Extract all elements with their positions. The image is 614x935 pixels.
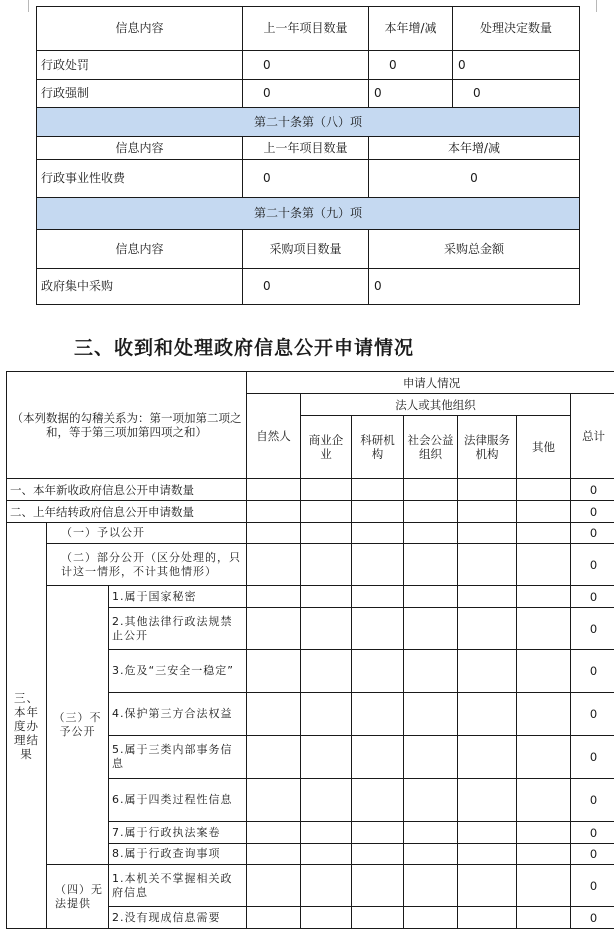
empty-cell: [352, 865, 404, 907]
cell-delta: 0: [369, 160, 580, 198]
table-row: [37, 160, 580, 198]
empty-cell: [517, 907, 571, 929]
row-label: 1.本机关不掌握相关政府信息: [109, 865, 247, 907]
row-label: 行政处罚: [37, 51, 243, 80]
row-total: 0: [571, 501, 614, 523]
empty-cell: [301, 544, 352, 586]
cell-delta: 0: [369, 80, 453, 108]
empty-cell: [352, 693, 404, 736]
empty-cell: [247, 736, 301, 779]
result-group-label: 三、本年度办理结果: [7, 523, 47, 929]
org-type-header: 商业企业: [301, 416, 352, 479]
empty-cell: [352, 844, 404, 865]
row-total: 0: [571, 544, 614, 586]
row-label: 一、本年新收政府信息公开申请数量: [7, 479, 247, 501]
header-purchase-amount: 采购总金额: [369, 230, 580, 269]
empty-cell: [404, 844, 458, 865]
empty-cell: [301, 650, 352, 693]
cell-decision: 0: [453, 51, 580, 80]
empty-cell: [517, 736, 571, 779]
crop-mark-top-right: [596, 0, 609, 12]
empty-cell: [517, 479, 571, 501]
row-label: 6.属于四类过程性信息: [109, 779, 247, 822]
empty-cell: [247, 907, 301, 929]
empty-cell: [517, 501, 571, 523]
empty-cell: [352, 907, 404, 929]
row-total: 0: [571, 844, 614, 865]
empty-cell: [458, 479, 517, 501]
empty-cell: [404, 693, 458, 736]
total-header: 总计: [571, 394, 614, 479]
header-delta: 本年增/减: [369, 7, 453, 51]
table-row: [7, 544, 614, 586]
row-label: 5.属于三类内部事务信息: [109, 736, 247, 779]
org-type-header: 其他: [517, 416, 571, 479]
row-total: 0: [571, 822, 614, 844]
header-decision-count: 处理决定数量: [453, 7, 580, 51]
empty-cell: [517, 523, 571, 544]
row-label: 行政强制: [37, 80, 243, 108]
table-row: [7, 501, 614, 523]
empty-cell: [458, 693, 517, 736]
row-total: 0: [571, 650, 614, 693]
row-label: 二、上年结转政府信息公开申请数量: [7, 501, 247, 523]
empty-cell: [352, 501, 404, 523]
table-row: [7, 865, 614, 907]
legal-org-header: 法人或其他组织: [301, 394, 571, 416]
empty-cell: [301, 822, 352, 844]
header-info-content: 信息内容: [37, 137, 243, 160]
table-row: [7, 586, 614, 608]
empty-cell: [458, 844, 517, 865]
empty-cell: [458, 650, 517, 693]
row-label: 7.属于行政执法案卷: [109, 822, 247, 844]
not-public-label: （三）不予公开: [47, 586, 109, 865]
row-total: 0: [571, 479, 614, 501]
empty-cell: [517, 693, 571, 736]
empty-cell: [301, 907, 352, 929]
empty-cell: [404, 736, 458, 779]
row-total: 0: [571, 779, 614, 822]
empty-cell: [247, 822, 301, 844]
row-label: （一）予以公开: [47, 523, 247, 544]
cell-decision: 0: [453, 80, 580, 108]
header-info-content: 信息内容: [37, 7, 243, 51]
empty-cell: [404, 779, 458, 822]
empty-cell: [301, 844, 352, 865]
empty-cell: [352, 479, 404, 501]
empty-cell: [404, 501, 458, 523]
table-note: （本列数据的勾稽关系为：第一项加第二项之和，等于第三项加第四项之和）: [7, 372, 247, 479]
header-info-content: 信息内容: [37, 230, 243, 269]
empty-cell: [301, 479, 352, 501]
natural-person-header: 自然人: [247, 394, 301, 479]
row-total: 0: [571, 865, 614, 907]
empty-cell: [517, 544, 571, 586]
empty-cell: [247, 650, 301, 693]
empty-cell: [458, 501, 517, 523]
empty-cell: [404, 650, 458, 693]
section-title-9: 第二十条第（九）项: [37, 198, 580, 230]
empty-cell: [301, 693, 352, 736]
row-total: 0: [571, 523, 614, 544]
empty-cell: [458, 586, 517, 608]
empty-cell: [517, 865, 571, 907]
empty-cell: [404, 544, 458, 586]
empty-cell: [458, 779, 517, 822]
row-label: 4.保护第三方合法权益: [109, 693, 247, 736]
empty-cell: [352, 544, 404, 586]
cell-purchase-count: 0: [243, 269, 369, 305]
cell-delta: 0: [369, 51, 453, 80]
org-type-header: 科研机构: [352, 416, 404, 479]
row-label: 2.没有现成信息需要: [109, 907, 247, 929]
empty-cell: [247, 865, 301, 907]
empty-cell: [458, 608, 517, 650]
cell-prev: 0: [243, 51, 369, 80]
row-label: 行政事业性收费: [37, 160, 243, 198]
applicant-header: 申请人情况: [247, 372, 614, 394]
disclosure-table-upper: [36, 6, 580, 305]
empty-cell: [458, 822, 517, 844]
header-prev-count: 上一年项目数量: [243, 7, 369, 51]
empty-cell: [301, 865, 352, 907]
row-total: 0: [571, 907, 614, 929]
header-purchase-count: 采购项目数量: [243, 230, 369, 269]
row-label: 2.其他法律行政法规禁止公开: [109, 608, 247, 650]
header-delta: 本年增/减: [369, 137, 580, 160]
row-label: 政府集中采购: [37, 269, 243, 305]
row-total: 0: [571, 586, 614, 608]
empty-cell: [517, 650, 571, 693]
empty-cell: [458, 523, 517, 544]
empty-cell: [247, 608, 301, 650]
org-type-header: 法律服务机构: [458, 416, 517, 479]
empty-cell: [352, 650, 404, 693]
empty-cell: [247, 844, 301, 865]
row-total: 0: [571, 693, 614, 736]
row-total: 0: [571, 736, 614, 779]
empty-cell: [352, 736, 404, 779]
empty-cell: [458, 865, 517, 907]
table-row: [37, 269, 580, 305]
empty-cell: [458, 736, 517, 779]
unable-label: （四）无法提供: [47, 865, 109, 929]
org-type-header: 社会公益组织: [404, 416, 458, 479]
empty-cell: [404, 865, 458, 907]
table-row: [7, 523, 614, 544]
empty-cell: [301, 608, 352, 650]
row-label: （二）部分公开（区分处理的，只计这一情形，不计其他情形）: [47, 544, 247, 586]
empty-cell: [301, 736, 352, 779]
empty-cell: [404, 608, 458, 650]
row-total: 0: [571, 608, 614, 650]
empty-cell: [458, 907, 517, 929]
cell-purchase-amount: 0: [369, 269, 580, 305]
empty-cell: [404, 907, 458, 929]
empty-cell: [517, 822, 571, 844]
empty-cell: [517, 844, 571, 865]
empty-cell: [352, 822, 404, 844]
table-row: [7, 479, 614, 501]
empty-cell: [301, 523, 352, 544]
table-row: [37, 51, 580, 80]
empty-cell: [404, 479, 458, 501]
empty-cell: [301, 501, 352, 523]
empty-cell: [352, 523, 404, 544]
empty-cell: [247, 501, 301, 523]
empty-cell: [247, 523, 301, 544]
row-label: 8.属于行政查询事项: [109, 844, 247, 865]
empty-cell: [247, 479, 301, 501]
application-table: [6, 371, 614, 929]
empty-cell: [458, 544, 517, 586]
empty-cell: [404, 822, 458, 844]
section-heading: 三、收到和处理政府信息公开申请情况: [74, 337, 415, 359]
header-prev-count: 上一年项目数量: [243, 137, 369, 160]
empty-cell: [517, 779, 571, 822]
empty-cell: [352, 586, 404, 608]
section-title-8: 第二十条第（八）项: [37, 108, 580, 137]
empty-cell: [247, 544, 301, 586]
row-label: 1.属于国家秘密: [109, 586, 247, 608]
empty-cell: [301, 779, 352, 822]
crop-mark-top-left: [16, 0, 29, 12]
empty-cell: [247, 586, 301, 608]
empty-cell: [301, 586, 352, 608]
empty-cell: [404, 586, 458, 608]
empty-cell: [352, 608, 404, 650]
table-row: [37, 80, 580, 108]
cell-prev: 0: [243, 80, 369, 108]
row-label: 3.危及“三安全一稳定”: [109, 650, 247, 693]
empty-cell: [517, 586, 571, 608]
empty-cell: [352, 779, 404, 822]
empty-cell: [247, 693, 301, 736]
empty-cell: [247, 779, 301, 822]
cell-prev: 0: [243, 160, 369, 198]
empty-cell: [404, 523, 458, 544]
empty-cell: [517, 608, 571, 650]
